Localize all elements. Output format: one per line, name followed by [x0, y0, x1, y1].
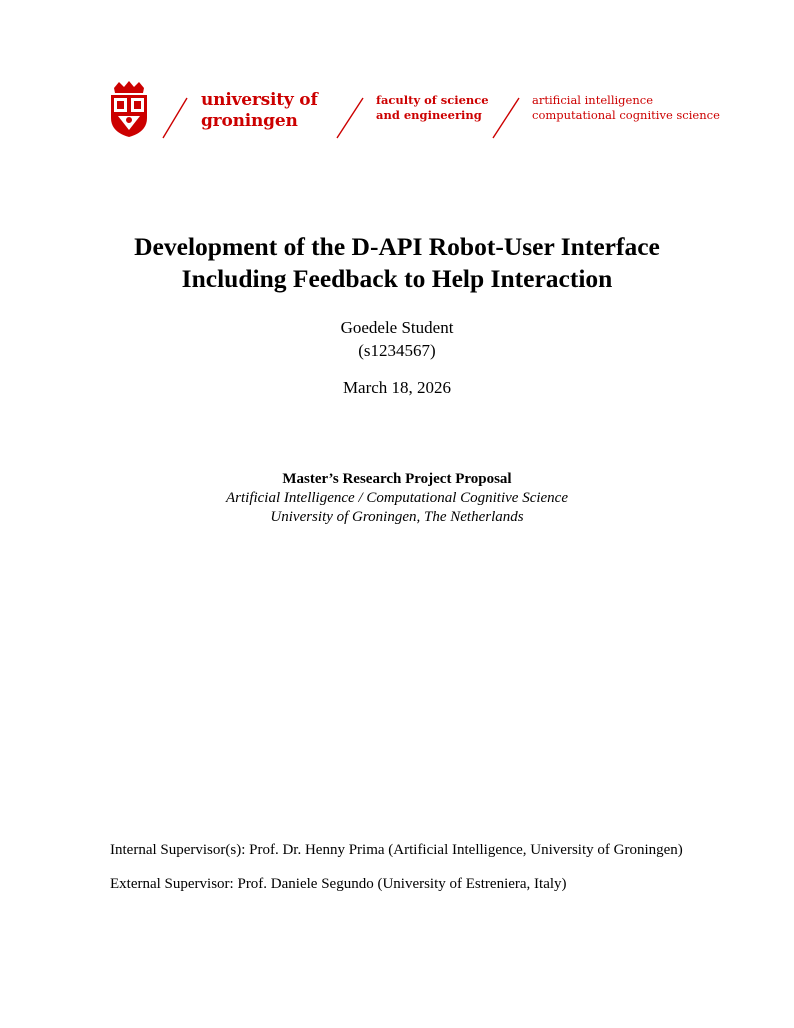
author-name: Goedele Student: [340, 318, 454, 337]
project-type: Master’s Research Project Proposal: [282, 471, 512, 487]
university-name: university of groningen: [201, 90, 318, 131]
separator-slash: [160, 96, 190, 140]
faculty-name: faculty of science and engineering: [376, 93, 489, 122]
document-title: Development of the D-API Robot-User Interface Including Feedback to Help Interaction: [134, 232, 660, 293]
separator-slash: [490, 96, 522, 140]
project-field: Artificial Intelligence / Computational Cognitive Science: [225, 490, 568, 506]
university-crest-icon: [110, 80, 148, 138]
student-id: (s1234567): [358, 341, 436, 360]
project-institution: University of Groningen, The Netherlands: [270, 509, 524, 525]
external-supervisor: External Supervisor: Prof. Daniele Segundo (University of Estreniera, Italy): [110, 876, 567, 892]
separator-slash: [334, 96, 366, 140]
internal-supervisor: Internal Supervisor(s): Prof. Dr. Henny Prima (Artificial Intelligence, University of Groningen): [110, 842, 683, 858]
document-date: March 18, 2026: [342, 378, 452, 397]
department-name: artificial intelligence computational cognitive science: [532, 93, 720, 122]
